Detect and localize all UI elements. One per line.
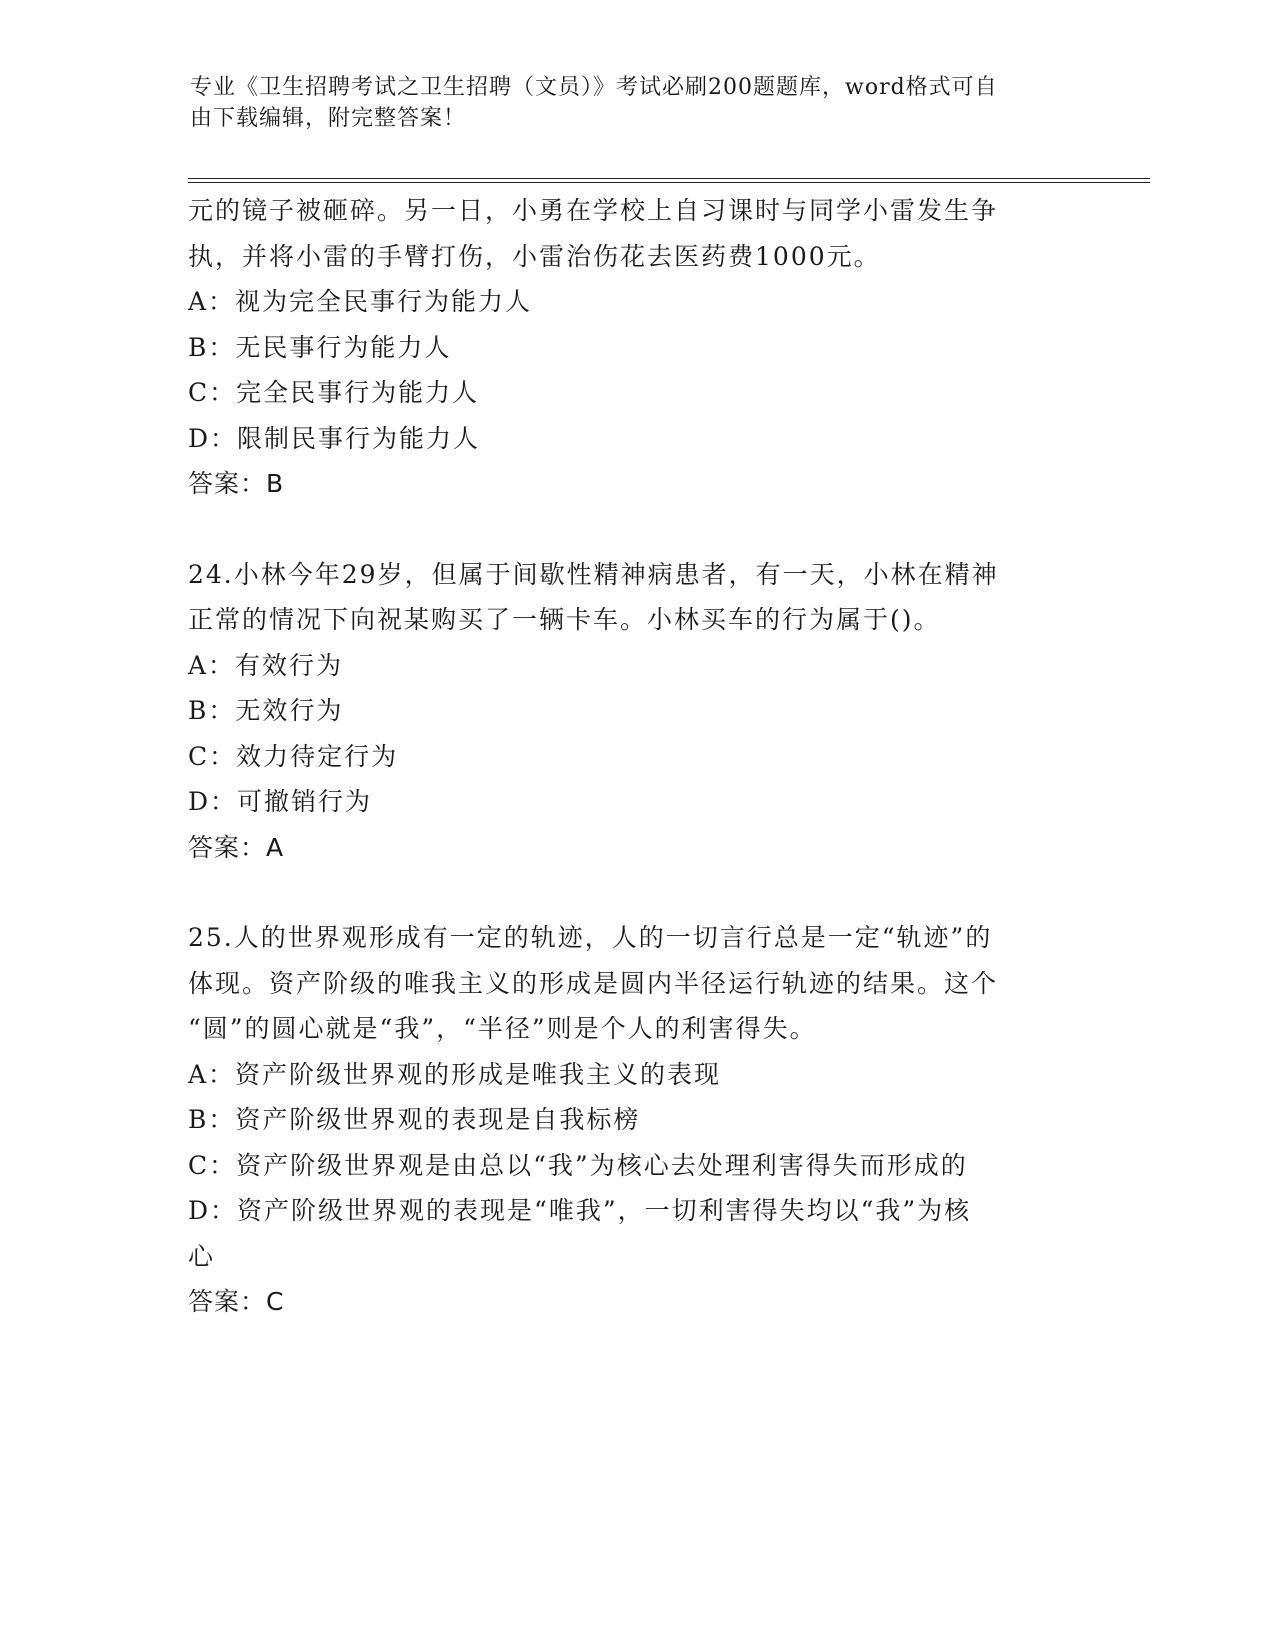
- question-text-line: 执，并将小雷的手臂打伤，小雷治伤花去医药费1000元。: [188, 241, 881, 271]
- header-line-2: 由下载编辑，附完整答案！: [190, 106, 467, 131]
- question-text-line: 正常的情况下向祝某购买了一辆卡车。小林买车的行为属于()。: [188, 605, 941, 634]
- option-b: B：资产阶级世界观的表现是自我标榜: [188, 1105, 641, 1134]
- question-spacer: [188, 870, 1088, 915]
- option-a: A：有效行为: [188, 650, 344, 680]
- document-header: [190, 72, 1090, 134]
- option-b: B：无效行为: [188, 696, 344, 725]
- option-a: A：资产阶级世界观的形成是唯我主义的表现: [188, 1059, 722, 1089]
- question-text-line: 24.小林今年29岁，但属于间歇性精神病患者，有一天，小林在精神: [188, 559, 999, 589]
- question-spacer: [188, 507, 1088, 552]
- header-divider: [188, 178, 1150, 183]
- option-c: C：完全民事行为能力人: [188, 378, 480, 407]
- header-line-1: 专业《卫生招聘考试之卫生招聘（文员）》考试必刷200题题库，word格式可自: [190, 75, 998, 100]
- question-text-line: 元的镜子被砸碎。另一日，小勇在学校上自习课时与同学小雷发生争: [188, 196, 999, 225]
- question-24: [188, 552, 1088, 871]
- question-text-line: “圆”的圆心就是“我”，“半径”则是个人的利害得失。: [188, 1014, 817, 1043]
- answer-label: 答案：A: [188, 832, 285, 862]
- question-text-line: 25.人的世界观形成有一定的轨迹，人的一切言行总是一定“轨迹”的: [188, 923, 993, 952]
- option-d: D：资产阶级世界观的表现是“唯我”，一切利害得失均以“我”为核: [188, 1196, 972, 1225]
- question-list: [188, 188, 1088, 1325]
- option-d: D：限制民事行为能力人: [188, 423, 481, 453]
- question-25: [188, 915, 1088, 1325]
- answer-label: 答案：B: [188, 469, 285, 498]
- option-d: D：可撤销行为: [188, 787, 373, 816]
- question-23: [188, 188, 1088, 507]
- answer-label: 答案：C: [188, 1287, 285, 1316]
- option-c: C：效力待定行为: [188, 741, 399, 771]
- option-a: A：视为完全民事行为能力人: [188, 287, 533, 316]
- option-c: C：资产阶级世界观是由总以“我”为核心去处理利害得失而形成的: [188, 1150, 968, 1180]
- option-b: B：无民事行为能力人: [188, 332, 452, 362]
- option-d-continued: 心: [188, 1241, 216, 1271]
- question-text-line: 体现。资产阶级的唯我主义的形成是圆内半径运行轨迹的结果。这个: [188, 968, 999, 998]
